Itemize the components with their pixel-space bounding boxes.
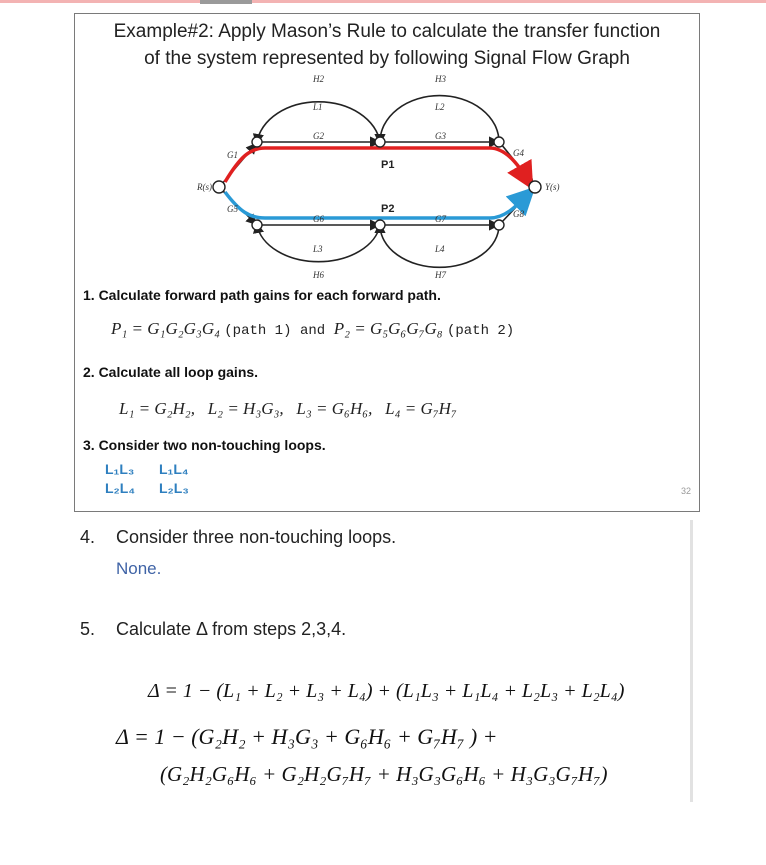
step2-heading: 2. Calculate all loop gains. bbox=[83, 364, 259, 380]
step1-heading: 1. Calculate forward path gains for each forward path. bbox=[83, 287, 441, 303]
step4-answer: None. bbox=[116, 559, 162, 578]
step5-item bbox=[80, 619, 346, 640]
step4-item bbox=[80, 527, 396, 548]
input-label: R(s) bbox=[197, 182, 212, 192]
step5-text: Calculate Δ from steps 2,3,4. bbox=[116, 619, 347, 639]
gain-label-g2: G2 bbox=[313, 131, 324, 141]
combo-l2l4: L₂L₄ bbox=[105, 480, 135, 496]
path1-note: (path 1) bbox=[224, 323, 292, 339]
loop-label-l3: L3 bbox=[313, 244, 323, 254]
delta-formula-line2: (G₂H₂G₆H₆ + G₂H₂G₇H₇ + H₃G₃G₆H₆ + H₃G₃G₇H₇) bbox=[160, 762, 608, 786]
node-output bbox=[529, 181, 541, 193]
title-line-1: Example#2: Apply Mason’s Rule to calculate the transfer function bbox=[113, 21, 661, 42]
loop-label-l2: L2 bbox=[435, 102, 445, 112]
node bbox=[252, 137, 262, 147]
step5-number: 5. bbox=[80, 619, 96, 639]
step4-text: Consider three non-touching loops. bbox=[116, 527, 397, 547]
combo-l1l4: L₁L₄ bbox=[159, 461, 189, 477]
combo-l1l3: L₁L₃ bbox=[105, 461, 135, 477]
feedback-label-h2: H2 bbox=[313, 74, 324, 84]
slide-panel bbox=[74, 13, 700, 512]
node bbox=[375, 220, 385, 230]
node bbox=[375, 137, 385, 147]
top-marker bbox=[200, 0, 252, 4]
path-label-p2: P2 bbox=[381, 203, 395, 215]
feedback-label-h3: H3 bbox=[435, 74, 446, 84]
step3-heading: 3. Consider two non-touching loops. bbox=[83, 437, 326, 453]
loop-label-l4: L4 bbox=[435, 244, 445, 254]
gain-label-g7: G7 bbox=[435, 214, 446, 224]
slide-title bbox=[75, 18, 699, 72]
gain-label-g5: G5 bbox=[227, 204, 238, 214]
combo-l2l3: L₂L₃ bbox=[159, 480, 189, 496]
node-input bbox=[213, 181, 225, 193]
and-word: and bbox=[299, 323, 326, 339]
gain-label-g8: G8 bbox=[513, 209, 524, 219]
node bbox=[494, 137, 504, 147]
gain-label-g4: G4 bbox=[513, 148, 524, 158]
gain-label-g6: G6 bbox=[313, 214, 324, 224]
gain-label-g1: G1 bbox=[227, 150, 238, 160]
scrollbar-track[interactable] bbox=[690, 520, 693, 802]
title-line-2: of the system represented by following Signal Flow Graph bbox=[144, 48, 630, 69]
forward-path-1 bbox=[225, 148, 528, 182]
forward-path-gains bbox=[111, 319, 514, 339]
signal-flow-graph bbox=[195, 72, 575, 282]
path2-gain: P₂ = G₅G₆G₇G₈ bbox=[333, 319, 443, 338]
loop-label-l1: L1 bbox=[313, 102, 323, 112]
node bbox=[252, 220, 262, 230]
delta-formula-loops: Δ = 1 − (L₁ + L₂ + L₃ + L₄) + (L₁L₃ + L₁L₄ + L₂L₃ + L₂L₄) bbox=[148, 680, 625, 702]
gain-label-g3: G3 bbox=[435, 131, 446, 141]
top-border bbox=[0, 0, 766, 3]
page-number: 32 bbox=[680, 486, 691, 496]
output-label: Y(s) bbox=[545, 182, 560, 192]
path1-gain: P₁ = G₁G₂G₃G₄ bbox=[111, 319, 221, 338]
feedback-label-h6: H6 bbox=[313, 270, 324, 280]
path-label-p1: P1 bbox=[381, 159, 395, 171]
feedback-label-h7: H7 bbox=[435, 270, 446, 280]
delta-formula-line1: Δ = 1 − (G₂H₂ + H₃G₃ + G₆H₆ + G₇H₇ ) + bbox=[116, 724, 498, 749]
loop-gains: L₁ = G₂H₂, L₂ = H₃G₃, L₃ = G₆H₆, L₄ = G₇H₇ bbox=[119, 399, 457, 418]
forward-path-2 bbox=[225, 192, 528, 218]
step4-number: 4. bbox=[80, 527, 96, 547]
node bbox=[494, 220, 504, 230]
path2-note: (path 2) bbox=[446, 323, 515, 339]
